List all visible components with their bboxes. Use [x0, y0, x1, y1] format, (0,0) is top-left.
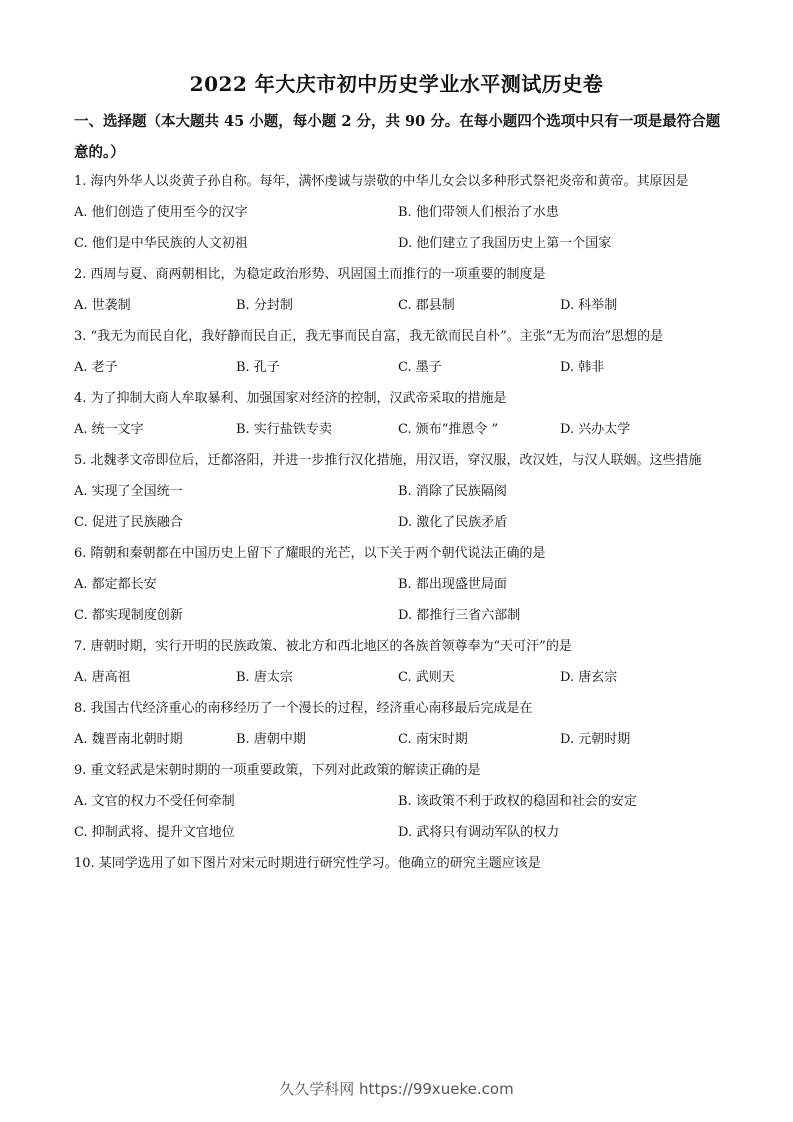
option-d: D. 元朝时期 [560, 732, 631, 747]
option-a: A. 他们创造了使用至今的汉字 [74, 205, 248, 220]
question-5 [74, 445, 724, 538]
question-stem: 10. 某同学选用了如下图片对宋元时期进行研究性学习。他确立的研究主题应该是 [74, 856, 541, 871]
option-a: A. 老子 [74, 360, 118, 375]
option-group [74, 197, 724, 259]
option-a: A. 都定都长安 [74, 577, 157, 592]
option-a: A. 文官的权力不受任何牵制 [74, 794, 235, 809]
section-heading: 一、选择题（本大题共 45 小题，每小题 2 分，共 90 分。在每小题四个选项中只有一项是最符合题意的。） [74, 113, 721, 161]
option-c: C. 武则天 [398, 670, 455, 685]
option-b: B. 都出现盛世局面 [398, 577, 507, 592]
question-2 [74, 259, 724, 321]
question-stem: 9. 重文轻武是宋朝时期的一项重要政策，下列对此政策的解读正确的是 [74, 763, 481, 778]
question-stem: 2. 西周与夏、商两朝相比，为稳定政治形势、巩固国土而推行的一项重要的制度是 [74, 267, 546, 282]
question-10 [74, 848, 724, 879]
option-d: D. 科举制 [560, 298, 618, 313]
option-c: C. 抑制武将、提升文官地位 [74, 825, 235, 840]
question-1 [74, 166, 724, 259]
option-group [74, 786, 724, 848]
question-7 [74, 631, 724, 693]
question-stem: 1. 海内外华人以炎黄子孙自称。每年，满怀虔诚与崇敬的中华儿女会以多种形式祭祀炎帝和黄帝。其原因是 [74, 174, 689, 189]
option-c: C. 墨子 [398, 360, 442, 375]
option-a: A. 魏晋南北朝时期 [74, 732, 183, 747]
option-b: B. 实行盐铁专卖 [236, 422, 332, 437]
option-a: A. 统一文字 [74, 422, 144, 437]
question-3 [74, 321, 724, 383]
question-stem: 3. “我无为而民自化，我好静而民自正，我无事而民自富，我无欲而民自朴”。主张“无为而治”思想的是 [74, 329, 664, 344]
page-title: 2022 年大庆市初中历史学业水平测试历史卷 [189, 72, 604, 96]
question-stem: 7. 唐朝时期，实行开明的民族政策、被北方和西北地区的各族首领尊奉为“天可汗”的是 [74, 639, 572, 654]
footer-watermark: 久久学科网 https://99xueke.com [279, 1080, 514, 1098]
option-group [74, 352, 724, 383]
option-group [74, 414, 724, 445]
option-d: D. 激化了民族矛盾 [398, 515, 508, 530]
option-a: A. 世袭制 [74, 298, 131, 313]
question-list [74, 166, 724, 879]
option-a: A. 唐高祖 [74, 670, 131, 685]
option-c: C. 郡县制 [398, 298, 455, 313]
option-d: D. 韩非 [560, 360, 605, 375]
question-stem: 5. 北魏孝文帝即位后，迁都洛阳，并进一步推行汉化措施，用汉语，穿汉服，改汉姓，与汉人联姻。这些措施 [74, 453, 702, 468]
question-stem: 4. 为了抑制大商人牟取暴利、加强国家对经济的控制，汉武帝采取的措施是 [74, 391, 507, 406]
option-b: B. 该政策不利于政权的稳固和社会的安定 [398, 794, 637, 809]
option-c: C. 颁布“推恩令 ” [398, 422, 499, 437]
option-c: C. 促进了民族融合 [74, 515, 183, 530]
option-b: B. 分封制 [236, 298, 293, 313]
option-d: D. 都推行三省六部制 [398, 608, 521, 623]
option-b: B. 唐朝中期 [236, 732, 306, 747]
option-a: A. 实现了全国统一 [74, 484, 183, 499]
option-group [74, 662, 724, 693]
option-b: B. 唐太宗 [236, 670, 293, 685]
option-group [74, 476, 724, 538]
option-d: D. 唐玄宗 [560, 670, 618, 685]
question-6 [74, 538, 724, 631]
option-group [74, 290, 724, 321]
option-group [74, 569, 724, 631]
option-b: B. 孔子 [236, 360, 280, 375]
question-stem: 8. 我国古代经济重心的南移经历了一个漫长的过程，经济重心南移最后完成是在 [74, 701, 533, 716]
question-8 [74, 693, 724, 755]
option-group [74, 724, 724, 755]
question-4 [74, 383, 724, 445]
option-b: B. 他们带领人们根治了水患 [398, 205, 559, 220]
option-d: D. 兴办太学 [560, 422, 631, 437]
option-d: D. 他们建立了我国历史上第一个国家 [398, 236, 612, 251]
option-b: B. 消除了民族隔阂 [398, 484, 507, 499]
question-9 [74, 755, 724, 848]
option-c: C. 南宋时期 [398, 732, 468, 747]
option-c: C. 他们是中华民族的人文初祖 [74, 236, 248, 251]
option-c: C. 都实现制度创新 [74, 608, 183, 623]
question-stem: 6. 隋朝和秦朝都在中国历史上留下了耀眼的光芒，以下关于两个朝代说法正确的是 [74, 546, 546, 561]
option-d: D. 武将只有调动军队的权力 [398, 825, 560, 840]
